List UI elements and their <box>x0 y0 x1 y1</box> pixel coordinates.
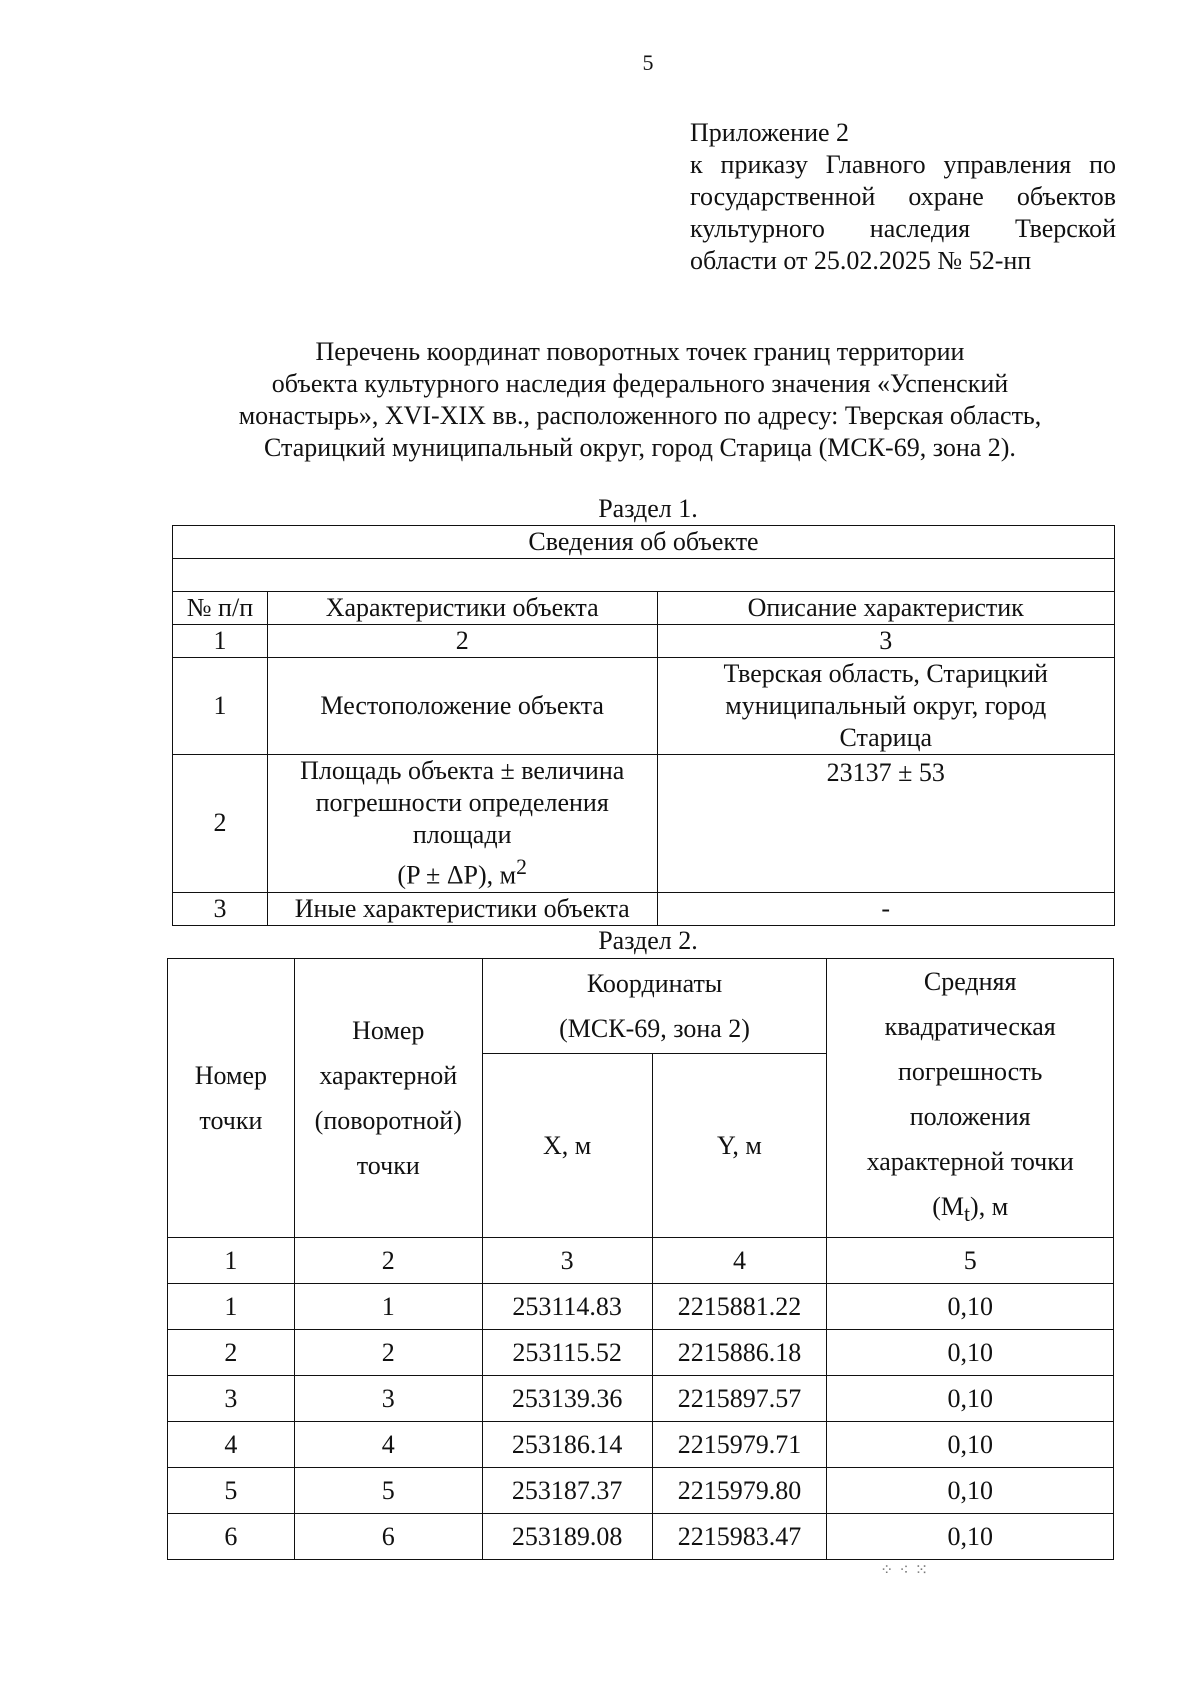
header-line: точки <box>356 1151 420 1181</box>
appendix-block <box>690 117 1116 277</box>
header-line: Номер <box>352 1016 425 1046</box>
column-header: Характеристики объекта <box>267 592 657 625</box>
table-row <box>168 1468 1114 1514</box>
scan-mark: ⁘ ⁖ ⁙ <box>880 1562 930 1579</box>
mt-value: 0,10 <box>827 1330 1114 1376</box>
mt-unit: ), м <box>970 1192 1009 1221</box>
characteristic-point-header <box>294 959 482 1238</box>
description-line: Тверская область, Старицкий <box>723 659 1048 688</box>
error-header <box>827 959 1114 1238</box>
mt-value: 0,10 <box>827 1422 1114 1468</box>
characteristic-point: 2 <box>294 1330 482 1376</box>
column-number: 1 <box>173 625 268 658</box>
header-line: Средняя <box>923 967 1017 996</box>
name-line: Площадь объекта ± величина <box>300 756 625 785</box>
table-row <box>173 658 1115 755</box>
page-number: 5 <box>642 50 654 75</box>
header-line: положения <box>909 1102 1031 1131</box>
mt-value: 0,10 <box>827 1376 1114 1422</box>
header-line: Номер <box>194 1061 268 1091</box>
point-number: 6 <box>168 1514 295 1560</box>
document-title-line: монастырь», XVI-XIX вв., расположенного по адресу: Тверская область, <box>238 401 1042 430</box>
y-coordinate: 2215897.57 <box>652 1376 827 1422</box>
header-line: Координаты <box>586 969 723 999</box>
column-number: 1 <box>168 1238 295 1284</box>
column-header: № п/п <box>173 592 268 625</box>
header-line: (МСК-69, зона 2) <box>559 1014 750 1044</box>
table-row <box>168 1284 1114 1330</box>
column-number: 2 <box>267 625 657 658</box>
name-line: погрешности определения <box>315 788 609 817</box>
header-line: характерной <box>319 1061 458 1091</box>
mt-value: 0,10 <box>827 1468 1114 1514</box>
y-header: Y, м <box>652 1054 827 1238</box>
x-header: X, м <box>482 1054 652 1238</box>
row-number: 3 <box>173 892 268 925</box>
characteristic-point: 4 <box>294 1422 482 1468</box>
document-title-line: Перечень координат поворотных точек границ территории <box>315 337 965 366</box>
column-number: 3 <box>482 1238 652 1284</box>
point-number: 2 <box>168 1330 295 1376</box>
table-row <box>168 1422 1114 1468</box>
empty-row <box>173 559 1115 592</box>
header-line: точки <box>199 1106 263 1136</box>
y-coordinate: 2215881.22 <box>652 1284 827 1330</box>
characteristic-description: 23137 ± 53 <box>657 755 1115 893</box>
description-line: муниципальный округ, город <box>725 691 1047 720</box>
column-number: 3 <box>657 625 1115 658</box>
x-coordinate: 253189.08 <box>482 1514 652 1560</box>
section2-title: Раздел 2. <box>598 926 698 955</box>
x-coordinate: 253186.14 <box>482 1422 652 1468</box>
x-coordinate: 253114.83 <box>482 1284 652 1330</box>
description-line: Старица <box>839 723 933 752</box>
appendix-title: Приложение 2 <box>690 118 850 147</box>
mt-value: 0,10 <box>827 1514 1114 1560</box>
section1-title: Раздел 1. <box>598 494 698 523</box>
table-row <box>168 1514 1114 1560</box>
document-title-line: Старицкий муниципальный округ, город Старица (МСК-69, зона 2). <box>264 433 1016 462</box>
mt-subscript: t <box>964 1202 971 1227</box>
characteristic-description: - <box>657 892 1115 925</box>
y-coordinate: 2215983.47 <box>652 1514 827 1560</box>
mt-value: 0,10 <box>827 1284 1114 1330</box>
characteristic-name <box>267 755 657 893</box>
x-coordinate: 253115.52 <box>482 1330 652 1376</box>
column-header: Описание характеристик <box>657 592 1115 625</box>
document-title <box>190 336 1090 464</box>
characteristic-description <box>657 658 1115 755</box>
point-number: 3 <box>168 1376 295 1422</box>
point-number: 4 <box>168 1422 295 1468</box>
appendix-body: к приказу Главного управления по государственной охране объектов культурного наследия Тверской области от 25.02.2025 № 52-нп <box>690 150 1116 275</box>
area-unit-superscript: 2 <box>516 855 527 879</box>
characteristic-point: 6 <box>294 1514 482 1560</box>
object-info-header: Сведения об объекте <box>173 526 1115 559</box>
header-line: погрешность <box>897 1057 1043 1086</box>
mt-label: (M <box>932 1192 964 1221</box>
characteristic-point: 3 <box>294 1376 482 1422</box>
object-info-table <box>172 525 1115 926</box>
area-unit-label: (P ± ΔP), м <box>397 860 517 890</box>
column-number: 2 <box>294 1238 482 1284</box>
point-number: 1 <box>168 1284 295 1330</box>
table-row <box>173 755 1115 893</box>
characteristic-name: Местоположение объекта <box>267 658 657 755</box>
table-row <box>168 1330 1114 1376</box>
characteristic-point: 5 <box>294 1468 482 1514</box>
row-number: 1 <box>173 658 268 755</box>
characteristic-point: 1 <box>294 1284 482 1330</box>
characteristic-name: Иные характеристики объекта <box>267 892 657 925</box>
row-number: 2 <box>173 755 268 893</box>
header-line: (поворотной) <box>314 1106 462 1136</box>
coordinates-header <box>482 959 827 1054</box>
x-coordinate: 253187.37 <box>482 1468 652 1514</box>
header-line <box>833 1184 1107 1237</box>
x-coordinate: 253139.36 <box>482 1376 652 1422</box>
y-coordinate: 2215886.18 <box>652 1330 827 1376</box>
column-number: 4 <box>652 1238 827 1284</box>
table-row <box>168 1376 1114 1422</box>
table-row <box>173 892 1115 925</box>
header-line: характерной точки <box>866 1147 1074 1176</box>
header-line: квадратическая <box>884 1012 1056 1041</box>
point-number: 5 <box>168 1468 295 1514</box>
y-coordinate: 2215979.80 <box>652 1468 827 1514</box>
name-line: площади <box>412 820 512 849</box>
name-line <box>274 851 651 892</box>
y-coordinate: 2215979.71 <box>652 1422 827 1468</box>
coordinates-table <box>167 958 1114 1560</box>
point-number-header <box>168 959 295 1238</box>
column-number: 5 <box>827 1238 1114 1284</box>
document-title-line: объекта культурного наследия федерального значения «Успенский <box>271 369 1009 398</box>
